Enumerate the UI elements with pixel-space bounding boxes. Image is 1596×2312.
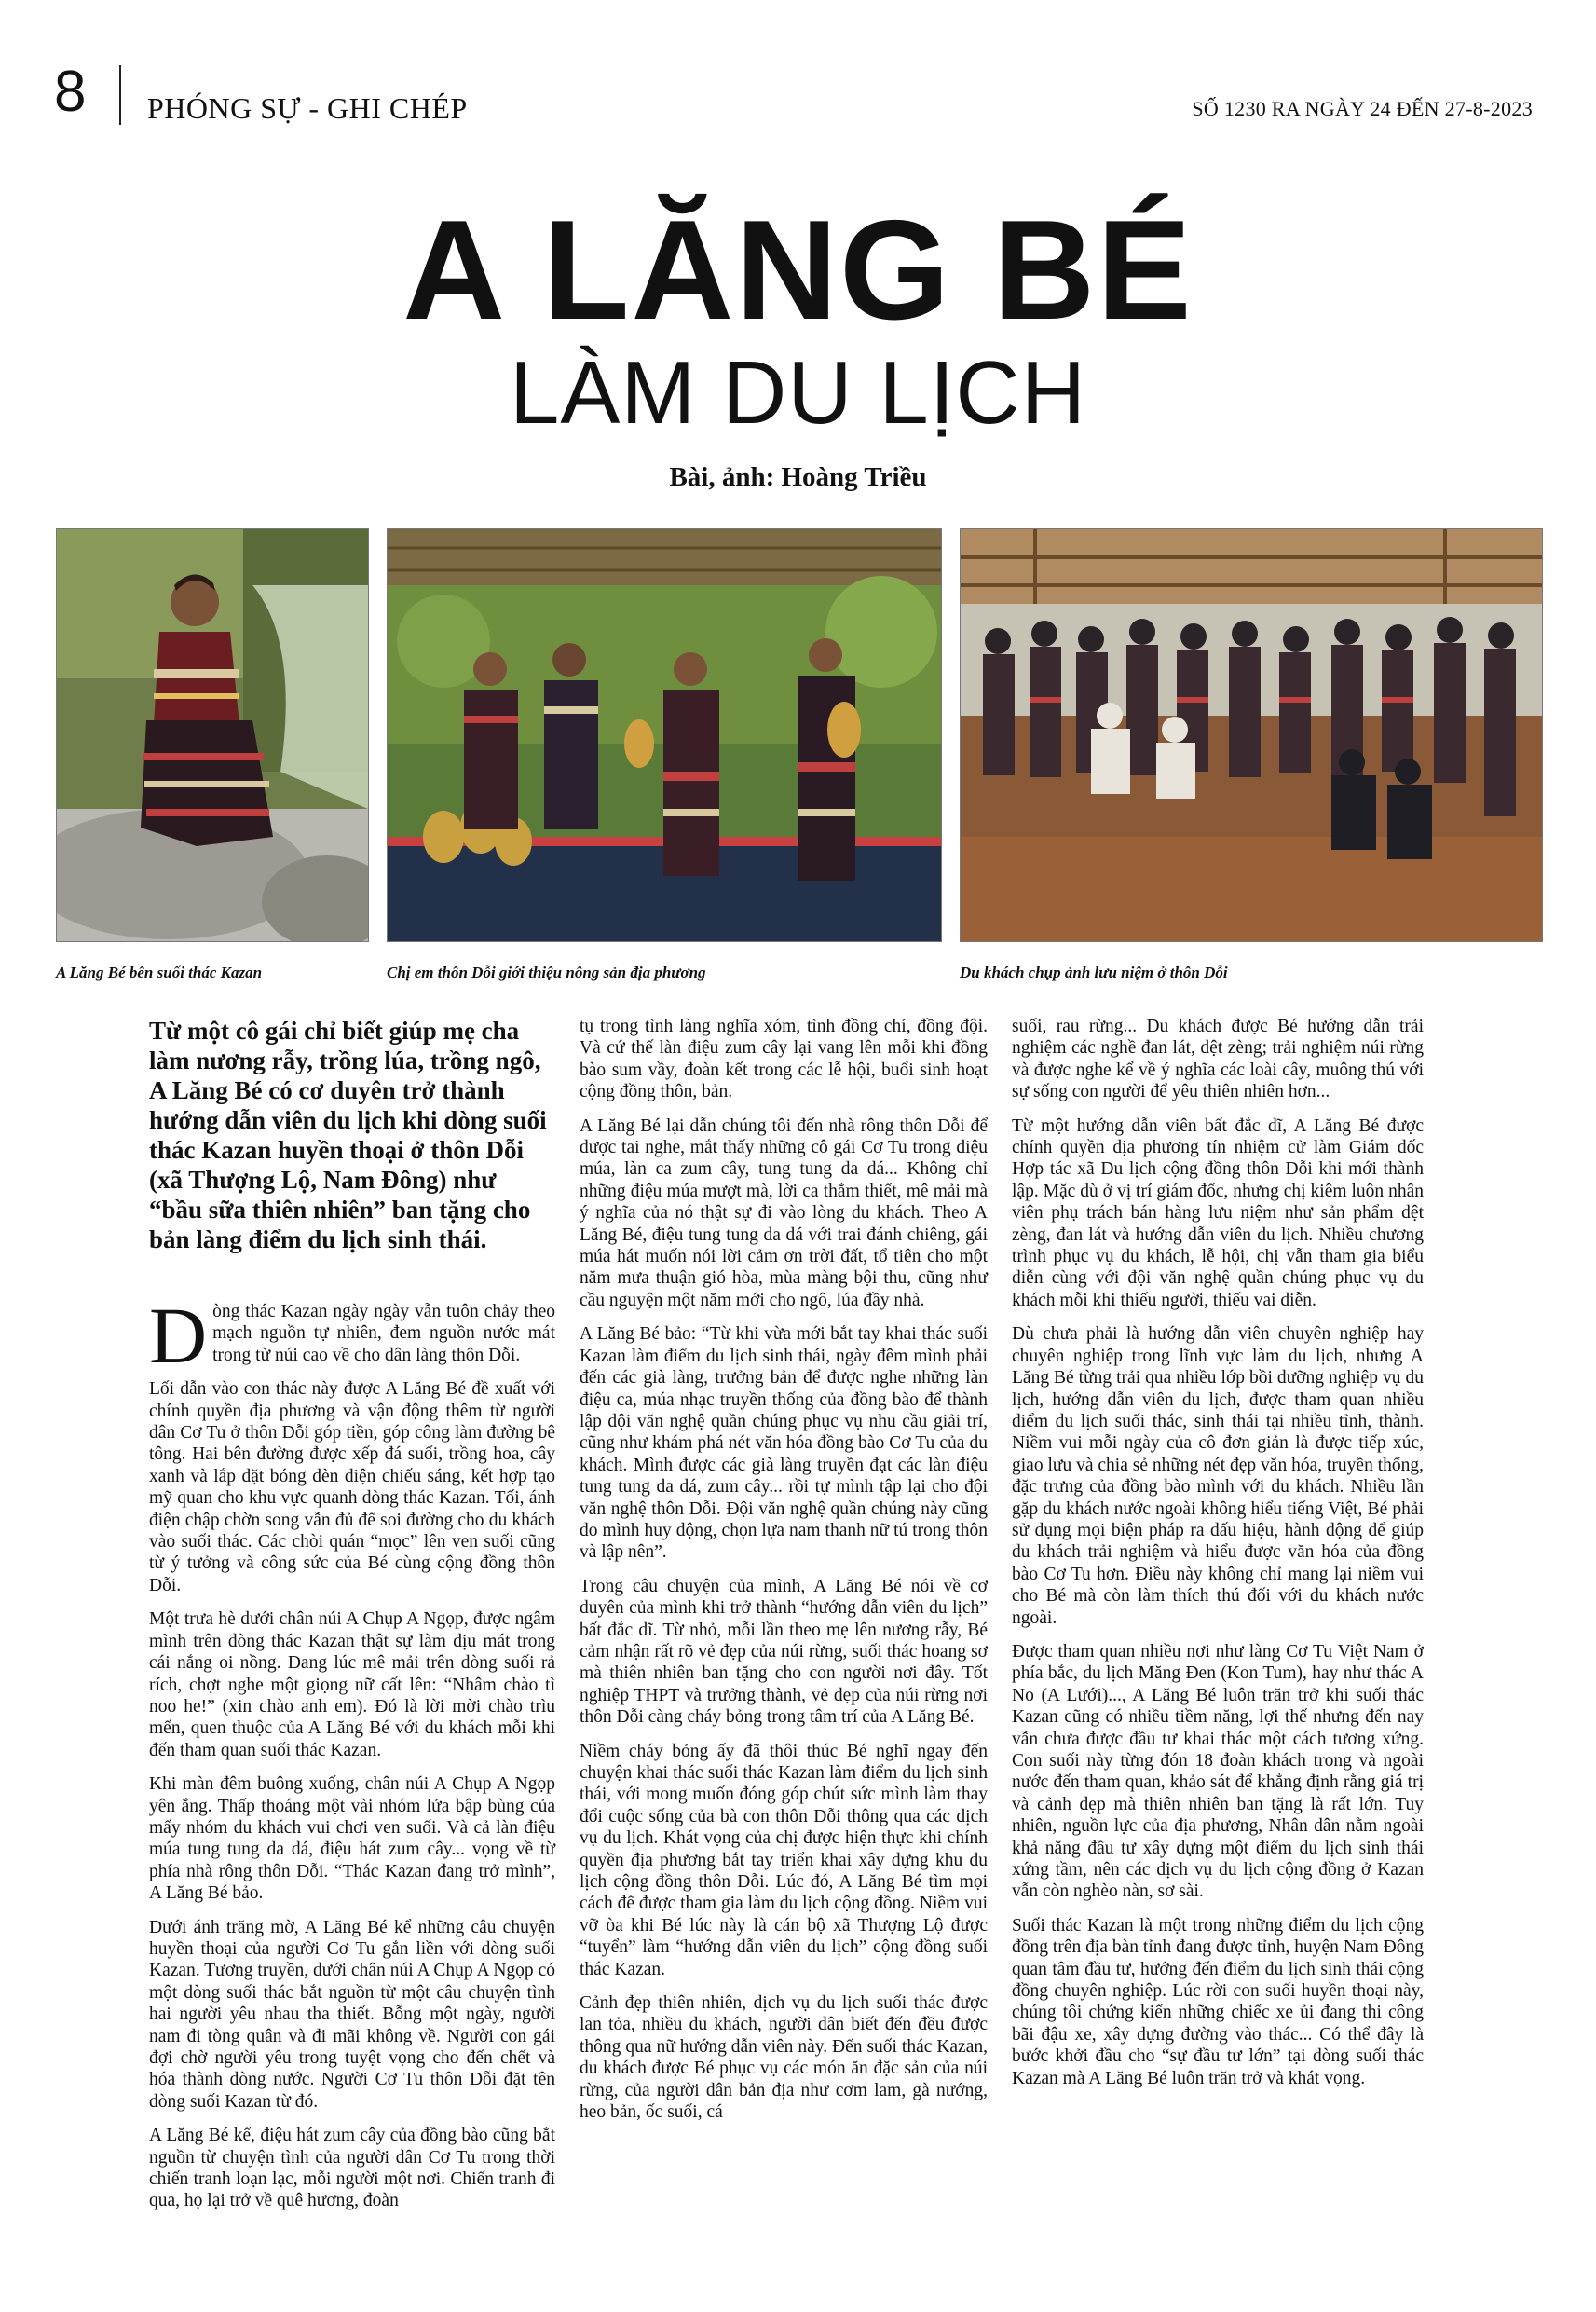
body-paragraph: Khi màn đêm buông xuống, chân núi A Chụp A Ngọp yên ắng. Thấp thoáng một vài nhóm lửa bập bùng của mấy nhóm du khách vui chơi ven suối. Và cả làn điệu múa tung tung da dá, điệu hát zum cây... vọng về từ phía nhà rông thôn Dỗi. “Thác Kazan đang trở mình”, A Lăng Bé bảo. [149, 1774, 555, 1904]
body-paragraph: Lối dẫn vào con thác này được A Lăng Bé đề xuất với chính quyền địa phương và vận động thêm từ người dân Cơ Tu ở thôn Dỗi góp tiền, góp công làm đường bê tông. Hai bên đường được xếp đá suối, trồng hoa, cây xanh và lắp đặt bóng đèn điện chiếu sáng, kết hợp tạo mỹ quan cho khu vực quanh dòng thác Kazan. Tối, ánh điện chập chờn song vẫn đủ để soi đường cho du khách vào suối thác. Các chòi quán “mọc” lên ven suối cũng từ ý tưởng và công sức của Bé cùng cộng đồng thôn Dỗi. [149, 1379, 555, 1595]
body-paragraph: Cảnh đẹp thiên nhiên, dịch vụ du lịch suối thác được lan tỏa, nhiều du khách, người dân biết đến đều được thông qua nữ hướng dẫn viên này. Đến suối thác Kazan, du khách được Bé phục vụ các món ăn đặc sản của núi rừng, của người dân bản địa như cơm lam, gà nướng, heo bản, ốc suối, cá [580, 1993, 988, 2123]
body-paragraph: Suối thác Kazan là một trong những điểm du lịch cộng đồng trên địa bàn tỉnh đang được tỉnh, huyện Nam Đông quan tâm đầu tư, hướng đến điểm du lịch sinh thái cộng đồng chuyên nghiệp. Lúc rời con suối huyền thoại này, chúng tôi chứng kiến những chiếc xe ủi đang thi công bãi đậu xe, xây dựng đường vào thác... Có thể đây là bước khởi đầu cho “sự đầu tư lớn” tại dòng suối thác Kazan mà A Lăng Bé luôn trăn trở và khát vọng. [1012, 1915, 1424, 2088]
caption-photo3: Du khách chụp ảnh lưu niệm ở thôn Dỗi [960, 964, 1228, 981]
article-column-2 [580, 1016, 988, 2136]
caption-photo2: Chị em thôn Dỗi giới thiệu nông sản địa phương [387, 964, 706, 981]
lede-paragraph: Từ một cô gái chỉ biết giúp mẹ cha làm nương rẫy, trồng lúa, trồng ngô, A Lăng Bé có cơ duyên trở thành hướng dẫn viên du lịch khi dòng suối thác Kazan huyền thoại ở thôn Dỗi (xã Thượng Lộ, Nam Đông) như “bầu sữa thiên nhiên” ban tặng cho bản làng điểm du lịch sinh thái. [149, 1017, 547, 1253]
body-paragraph: Một trưa hè dưới chân núi A Chụp A Ngọp, được ngâm mình trên dòng thác Kazan thật sự làm dịu mát trong cái nắng oi nồng. Đang lúc mê mải trên dòng suối rả rích, chợt nghe một giọng nữ cất lên: “Nhâm chào tì noo he!” (xin chào anh em). Đó là lời mời chào trìu mến, quen thuộc của A Lăng Bé với du khách mỗi khi đến tham quan suối thác Kazan. [149, 1609, 555, 1760]
photo-women-with-produce [387, 528, 942, 942]
header-divider [119, 65, 121, 125]
body-paragraph: Được tham quan nhiều nơi như làng Cơ Tu Việt Nam ở phía bắc, du lịch Măng Đen (Kon Tum), hay như thác A No (A Lưới)..., A Lăng Bé luôn trăn trở khi suối thác Kazan cũng có nhiều tiềm năng, lợi thế nhưng đến nay vẫn chưa được đầu tư khai thác một cách tương xứng. Con suối này từng đón 18 đoàn khách trong và ngoài nước đến tham quan, khảo sát để khẳng định rằng giá trị và cảnh đẹp mà thiên nhiên ban tặng là rất lớn. Tuy nhiên, nguồn lực của địa phương, Nhân dân nằm ngoài khả năng đầu tư xây dựng một điểm du lịch sinh thái xứng tầm, nên các dịch vụ du lịch cộng đồng ở Kazan vẫn còn nghèo nàn, sơ sài. [1012, 1641, 1424, 1902]
body-paragraph: Niềm cháy bỏng ấy đã thôi thúc Bé nghĩ ngay đến chuyện khai thác suối thác Kazan làm điểm du lịch sinh thái, với mong muốn đóng góp chút sức mình làm thay đổi cuộc sống của bà con thôn Dỗi thông qua các dịch vụ du lịch. Khát vọng của chị được hiện thực khi chính quyền địa phương bắt tay triển khai xây dựng khu du lịch cộng đồng thôn Dỗi. Lúc đó, A Lăng Bé tìm mọi cách để được tham gia làm du lịch cộng đồng. Niềm vui vỡ òa khi Bé lúc này là cán bộ xã Thượng Lộ được “tuyển” làm “hướng dẫn viên du lịch” cộng đồng suối thác Kazan. [580, 1741, 988, 1979]
photo-woman-by-stream [56, 528, 369, 942]
article-column-3 [1012, 1016, 1424, 2101]
photo-group-souvenir [960, 528, 1543, 942]
article-column-1 [149, 1016, 555, 2224]
article-title-main: A LĂNG BÉ [402, 191, 1194, 349]
byline: Bài, ảnh: Hoàng Triều [669, 462, 927, 492]
issue-info: SỐ 1230 RA NGÀY 24 ĐẾN 27-8-2023 [1192, 97, 1533, 120]
caption-photo1: A Lăng Bé bên suối thác Kazan [56, 964, 263, 981]
drop-cap: D [149, 1291, 208, 1380]
body-paragraph: A Lăng Bé lại dẫn chúng tôi đến nhà rông thôn Dỗi để được tai nghe, mắt thấy những cô gái Cơ Tu trong điệu múa, làn ca zum cây, tung tung da dá... Không chỉ những điệu múa mượt mà, lời ca thắm thiết, mê mải mà ý nghĩa của nó thật sự đi vào lòng du khách. Theo A Lăng Bé, điệu tung tung da dá với trai đánh chiêng, gái múa hát muốn nói lời cảm ơn trời đất, tổ tiên cho một năm mưa thuận gió hòa, mùa màng bội thu, cũng như cầu nguyện một năm mới cho ngô, lúa đầy nhà. [580, 1115, 988, 1310]
body-paragraph: Từ một hướng dẫn viên bất đắc dĩ, A Lăng Bé được chính quyền địa phương tín nhiệm cử làm Giám đốc Hợp tác xã Du lịch cộng đồng thôn Dỗi khi mới thành lập. Mặc dù ở vị trí giám đốc, nhưng chị kiêm luôn nhân viên phụ trách bán hàng lưu niệm như sản phẩm dệt zèng, đan lát và hướng dẫn viên du lịch. Nhiều chương trình phục vụ du khách, lễ hội, chị vẫn tham gia biểu diễn cùng với đội văn nghệ quần chúng phục vụ du khách mỗi khi thiếu người, thiếu vai diễn. [1012, 1115, 1424, 1310]
body-paragraph: Dù chưa phải là hướng dẫn viên chuyên nghiệp hay chuyên nghiệp trong lĩnh vực làm du lịch, nhưng A Lăng Bé từng trải qua nhiều lớp bồi dưỡng nghiệp vụ du lịch, hướng dẫn viên du lịch, được tham quan nhiều điểm du lịch suối thác, sinh thái tại nhiều tỉnh, thành. Niềm vui mỗi ngày của cô đơn giản là được tiếp xúc, giao lưu và chia sẻ những nét đẹp văn hóa, truyền thống, đặc trưng của đồng bào mình với du khách. Nhiều lần gặp du khách nước ngoài không hiểu tiếng Việt, Bé phải sử dụng mọi biện pháp ra dấu hiệu, hành động để giúp du khách trải nghiệm và hiểu được văn hóa của đồng bào Cơ Tu hơn. Điều này không chỉ mang lại niềm vui cho Bé mà còn làm thích thú đối với du khách nước ngoài. [1012, 1324, 1424, 1628]
body-paragraph: tụ trong tình làng nghĩa xóm, tình đồng chí, đồng đội. Và cứ thế làn điệu zum cây lại vang lên mỗi khi đồng bào sum vầy, đoàn kết trong các lễ hội, buổi sinh hoạt cộng đồng thôn, bản. [580, 1017, 988, 1102]
section-label: PHÓNG SỰ - GHI CHÉP [147, 91, 468, 125]
body-paragraph: Dòng thác Kazan ngày ngày vẫn tuôn chảy theo mạch nguồn tự nhiên, đem nguồn nước mát trong từ núi cao về cho dân làng thôn Dỗi. [149, 1291, 555, 1380]
article-title-sub: LÀM DU LỊCH [509, 343, 1087, 443]
body-paragraph: A Lăng Bé kể, điệu hát zum cây của đồng bào cũng bắt nguồn từ chuyện tình của người dân Cơ Tu trong thời chiến tranh loạn lạc, mỗi người một nơi. Chiến tranh đi qua, họ lại trở về quê hương, đoàn [149, 2126, 555, 2211]
body-paragraph: Dưới ánh trăng mờ, A Lăng Bé kể những câu chuyện huyền thoại của người Cơ Tu gắn liền với dòng suối Kazan. Tương truyền, dưới chân núi A Chụp A Ngọp có một dòng suối thác bắt nguồn từ một câu chuyện tình hai người yêu nhau tha thiết. Bỗng một ngày, người nam đi tòng quân và đi mãi không về. Người con gái đợi chờ người yêu trong tuyệt vọng cho đến chết và hóa thành dòng nước. Người Cơ Tu thôn Dỗi đặt tên dòng suối Kazan từ đó. [149, 1917, 555, 2112]
body-paragraph: A Lăng Bé bảo: “Từ khi vừa mới bắt tay khai thác suối Kazan làm điểm du lịch sinh thái, ngày đêm mình phải đến các già làng, trưởng bản để được nghe những làn điệu ca, múa nhạc truyền thống của đồng bào để thành lập đội văn nghệ quần chúng phục vụ nhu cầu giải trí, cũng như khám phá nét văn hóa đồng bào Cơ Tu của du khách. Mình được các già làng truyền đạt các làn điệu tung tung da dá, zum cây... rồi tự mình tập lại cho đội văn nghệ thôn Dỗi. Đội văn nghệ quần chúng này cũng do mình huy động, chọn lựa nam thanh nữ tú trong thôn và lập nên”. [580, 1324, 988, 1563]
page-number: 8 [54, 60, 87, 124]
body-paragraph: suối, rau rừng... Du khách được Bé hướng dẫn trải nghiệm các nghề đan lát, dệt zèng; trải nghiệm núi rừng và được nghe kể về ý nghĩa các loài cây, muông thú với sự sống con người để yêu thiên nhiên hơn... [1012, 1017, 1424, 1102]
body-paragraph: Trong câu chuyện của mình, A Lăng Bé nói về cơ duyên của mình khi trở thành “hướng dẫn viên du lịch” bất đắc dĩ. Từ nhỏ, mỗi lần theo mẹ lên nương rẫy, Bé cảm nhận rất rõ vẻ đẹp của núi rừng, suối thác hoang sơ mà thiên nhiên ban tặng cho con người nơi đây. Tốt nghiệp THPT và trưởng thành, vẻ đẹp của núi rừng nơi thôn Dỗi càng cháy bỏng trong tâm trí của A Lăng Bé. [580, 1576, 988, 1728]
